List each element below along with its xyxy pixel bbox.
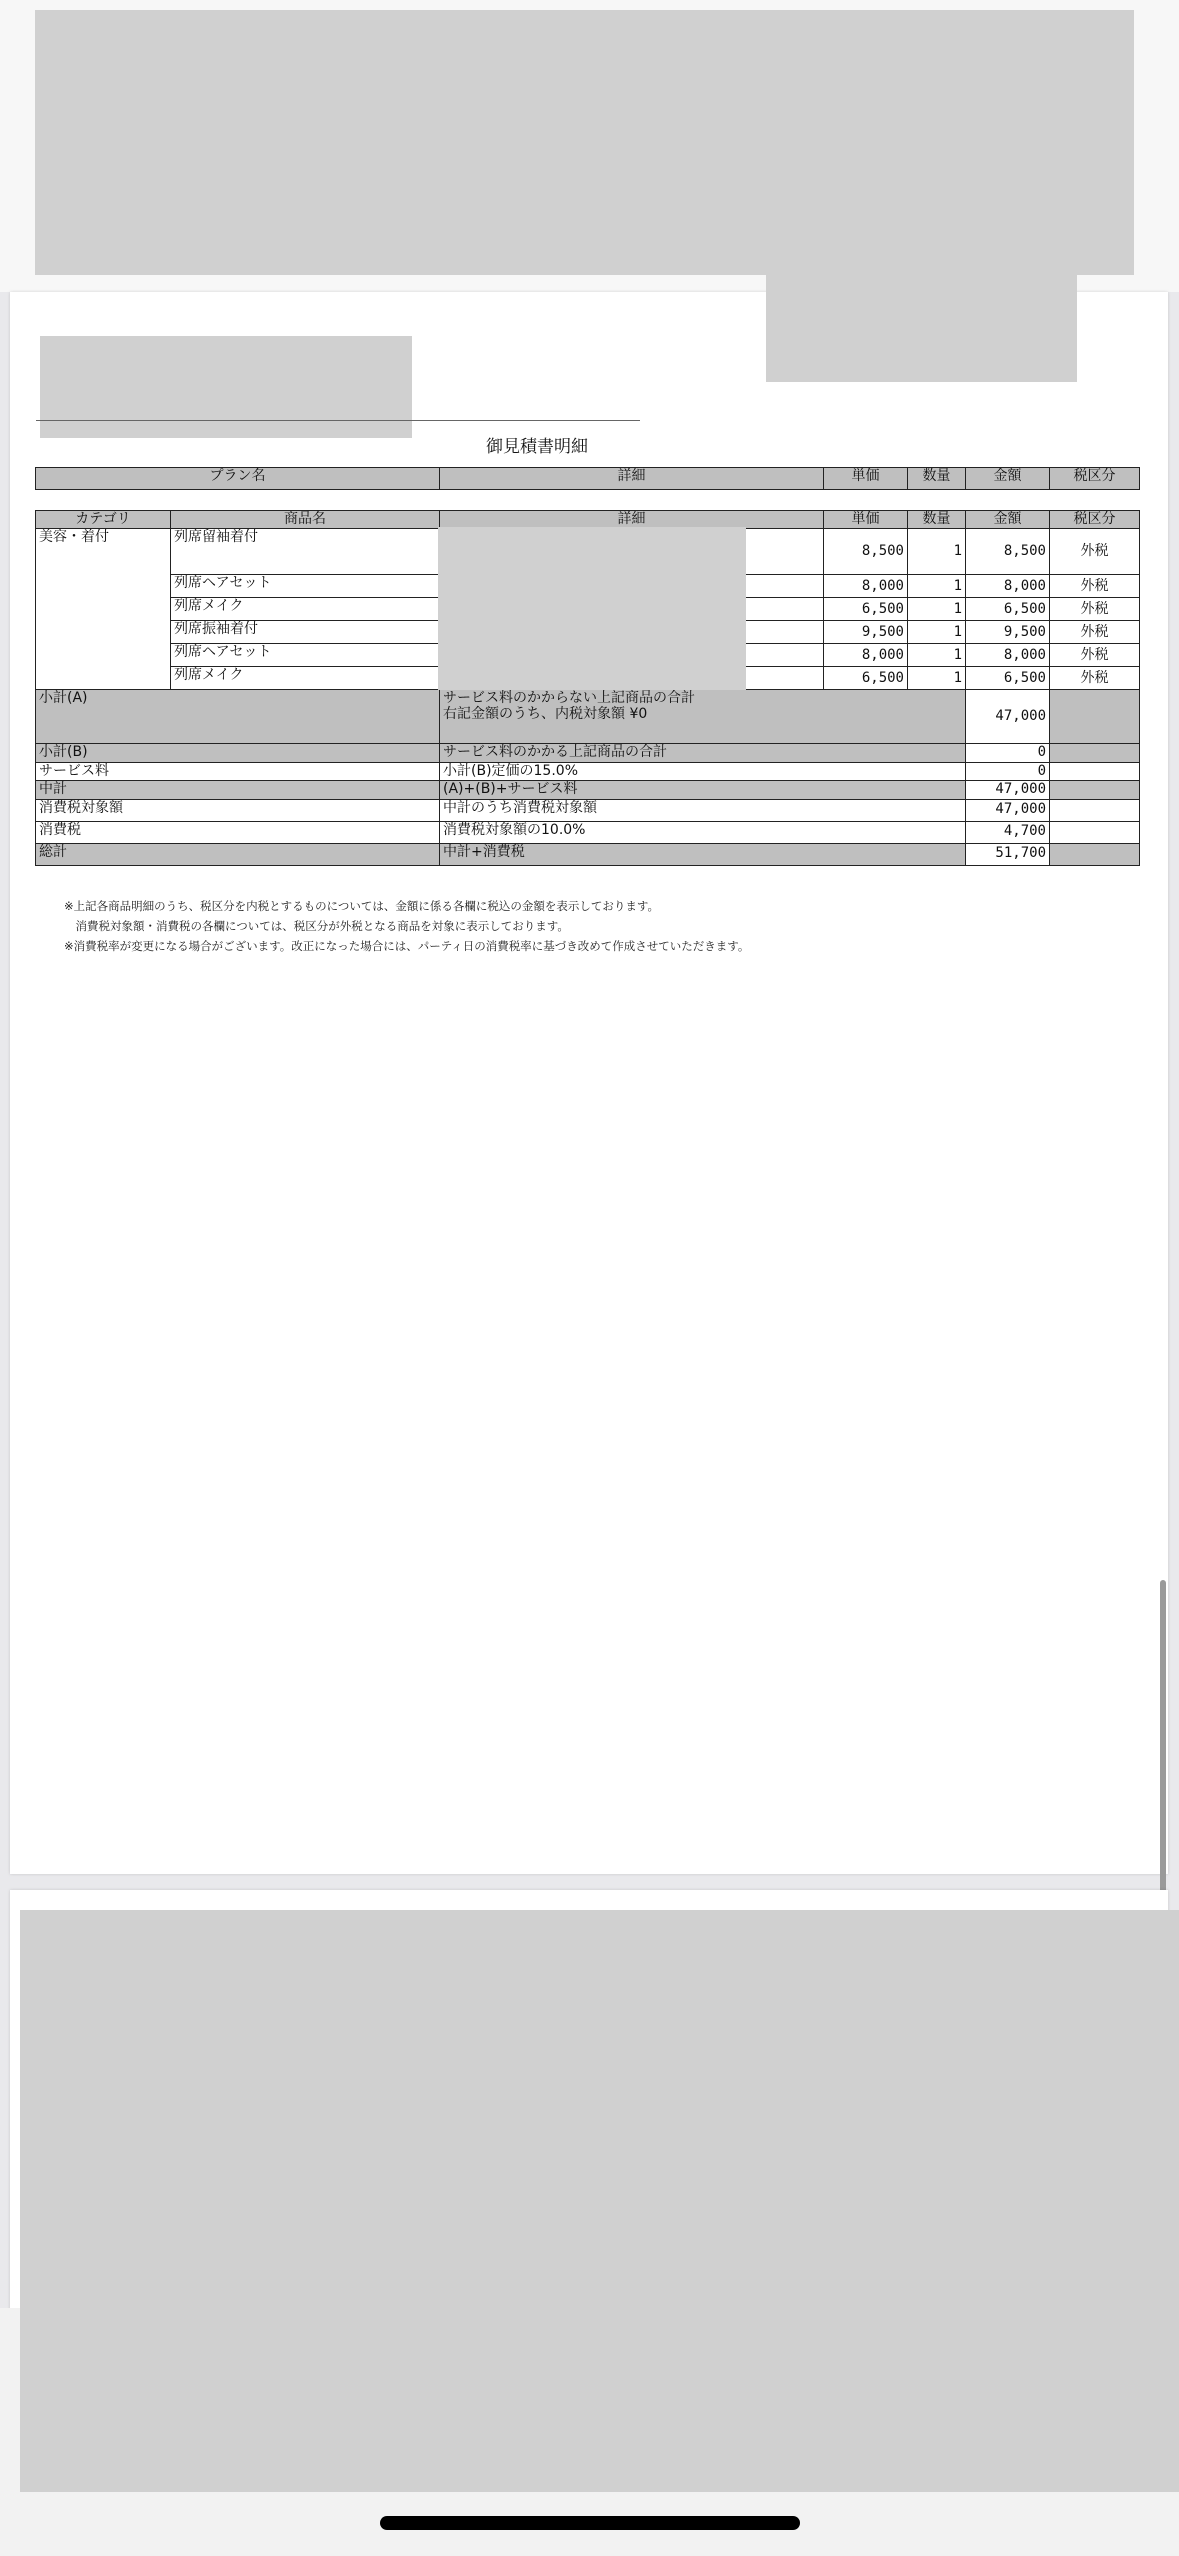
plan-header-qty: 数量 bbox=[908, 468, 966, 490]
summary-row-tax bbox=[36, 821, 1140, 843]
redacted-item-details bbox=[438, 527, 746, 690]
redacted-next-page bbox=[20, 1910, 1179, 2492]
summary-tax-cell bbox=[1050, 781, 1140, 799]
summary-amount: 0 bbox=[966, 744, 1050, 762]
item-name: 列席ヘアセット bbox=[171, 575, 440, 598]
summary-tax-cell bbox=[1050, 843, 1140, 865]
recipient-underline bbox=[36, 420, 640, 421]
item-qty: 1 bbox=[908, 598, 966, 621]
item-tax: 外税 bbox=[1050, 575, 1140, 598]
summary-label: 消費税対象額 bbox=[36, 799, 440, 821]
item-qty: 1 bbox=[908, 529, 966, 575]
summary-label: 小計(B) bbox=[36, 744, 440, 762]
items-header-qty: 数量 bbox=[908, 511, 966, 529]
item-amount: 8,000 bbox=[966, 644, 1050, 667]
item-unit-price: 6,500 bbox=[824, 667, 908, 690]
item-name: 列席ヘアセット bbox=[171, 644, 440, 667]
summary-tax-cell bbox=[1050, 762, 1140, 780]
items-header-unit-price: 単価 bbox=[824, 511, 908, 529]
item-name: 列席メイク bbox=[171, 598, 440, 621]
summary-detail: サービス料のかかる上記商品の合計 bbox=[440, 744, 966, 762]
items-header-name: 商品名 bbox=[171, 511, 440, 529]
items-header-detail: 詳細 bbox=[440, 511, 824, 529]
item-amount: 6,500 bbox=[966, 598, 1050, 621]
plan-header-amount: 金額 bbox=[966, 468, 1050, 490]
summary-tax-cell bbox=[1050, 821, 1140, 843]
item-amount: 9,500 bbox=[966, 621, 1050, 644]
summary-tax-cell bbox=[1050, 690, 1140, 744]
item-unit-price: 8,000 bbox=[824, 575, 908, 598]
summary-amount: 47,000 bbox=[966, 690, 1050, 744]
summary-tax-cell bbox=[1050, 744, 1140, 762]
summary-amount: 4,700 bbox=[966, 821, 1050, 843]
scrollbar[interactable] bbox=[1160, 1580, 1166, 1910]
item-amount: 8,500 bbox=[966, 529, 1050, 575]
footnote: ※消費税率が変更になる場合がございます。改正になった場合には、パーティ日の消費税率に基づき改めて作成させていただきます。 bbox=[64, 939, 750, 953]
items-header-amount: 金額 bbox=[966, 511, 1050, 529]
item-tax: 外税 bbox=[1050, 644, 1140, 667]
summary-row-service-fee bbox=[36, 762, 1140, 780]
summary-detail: 中計のうち消費税対象額 bbox=[440, 799, 966, 821]
footnotes bbox=[64, 896, 749, 956]
item-amount: 6,500 bbox=[966, 667, 1050, 690]
summary-row-taxable bbox=[36, 799, 1140, 821]
item-qty: 1 bbox=[908, 644, 966, 667]
item-qty: 1 bbox=[908, 667, 966, 690]
category-cell: 美容・着付 bbox=[36, 529, 171, 690]
item-tax: 外税 bbox=[1050, 598, 1140, 621]
summary-label: 小計(A) bbox=[36, 690, 440, 744]
summary-label: 総計 bbox=[36, 843, 440, 865]
summary-detail: (A)+(B)+サービス料 bbox=[440, 781, 966, 799]
summary-amount: 51,700 bbox=[966, 843, 1050, 865]
redacted-header bbox=[35, 10, 1134, 275]
summary-detail: 小計(B)定価の15.0% bbox=[440, 762, 966, 780]
summary-label: 消費税 bbox=[36, 821, 440, 843]
plan-header-plan: プラン名 bbox=[36, 468, 440, 490]
item-name: 列席メイク bbox=[171, 667, 440, 690]
document-title: 御見積書明細 bbox=[486, 437, 588, 457]
item-unit-price: 9,500 bbox=[824, 621, 908, 644]
item-unit-price: 6,500 bbox=[824, 598, 908, 621]
item-name: 列席留袖着付 bbox=[171, 529, 440, 575]
item-amount: 8,000 bbox=[966, 575, 1050, 598]
item-qty: 1 bbox=[908, 621, 966, 644]
items-header-tax: 税区分 bbox=[1050, 511, 1140, 529]
plan-header-detail: 詳細 bbox=[440, 468, 824, 490]
summary-row-subtotal-a bbox=[36, 690, 1140, 744]
item-unit-price: 8,500 bbox=[824, 529, 908, 575]
summary-label: 中計 bbox=[36, 781, 440, 799]
redacted-stamp bbox=[766, 270, 1077, 382]
item-tax: 外税 bbox=[1050, 621, 1140, 644]
summary-amount: 47,000 bbox=[966, 781, 1050, 799]
summary-row-midtotal bbox=[36, 781, 1140, 799]
redacted-recipient bbox=[40, 336, 412, 438]
item-name: 列席振袖着付 bbox=[171, 621, 440, 644]
summary-row-subtotal-b bbox=[36, 744, 1140, 762]
plan-header-tax: 税区分 bbox=[1050, 468, 1140, 490]
items-header-category: カテゴリ bbox=[36, 511, 171, 529]
item-tax: 外税 bbox=[1050, 667, 1140, 690]
summary-amount: 0 bbox=[966, 762, 1050, 780]
footnote: ※上記各商品明細のうち、税区分を内税とするものについては、金額に係る各欄に税込の金額を表示しております。 bbox=[64, 899, 659, 913]
summary-detail-line: 右記金額のうち、内税対象額 ¥0 bbox=[443, 705, 648, 722]
summary-detail-line: サービス料のかからない上記商品の合計 bbox=[443, 690, 695, 707]
summary-row-total bbox=[36, 843, 1140, 865]
plan-table bbox=[35, 467, 1140, 490]
summary-amount: 47,000 bbox=[966, 799, 1050, 821]
item-qty: 1 bbox=[908, 575, 966, 598]
summary-detail: 消費税対象額の10.0% bbox=[440, 821, 966, 843]
item-unit-price: 8,000 bbox=[824, 644, 908, 667]
home-indicator[interactable] bbox=[380, 2516, 800, 2530]
summary-tax-cell bbox=[1050, 799, 1140, 821]
footnote: 消費税対象額・消費税の各欄については、税区分が外税となる商品を対象に表示しております。 bbox=[64, 919, 569, 933]
plan-header-unit-price: 単価 bbox=[824, 468, 908, 490]
summary-label: サービス料 bbox=[36, 762, 440, 780]
summary-detail bbox=[440, 690, 966, 744]
item-tax: 外税 bbox=[1050, 529, 1140, 575]
summary-detail: 中計+消費税 bbox=[440, 843, 966, 865]
